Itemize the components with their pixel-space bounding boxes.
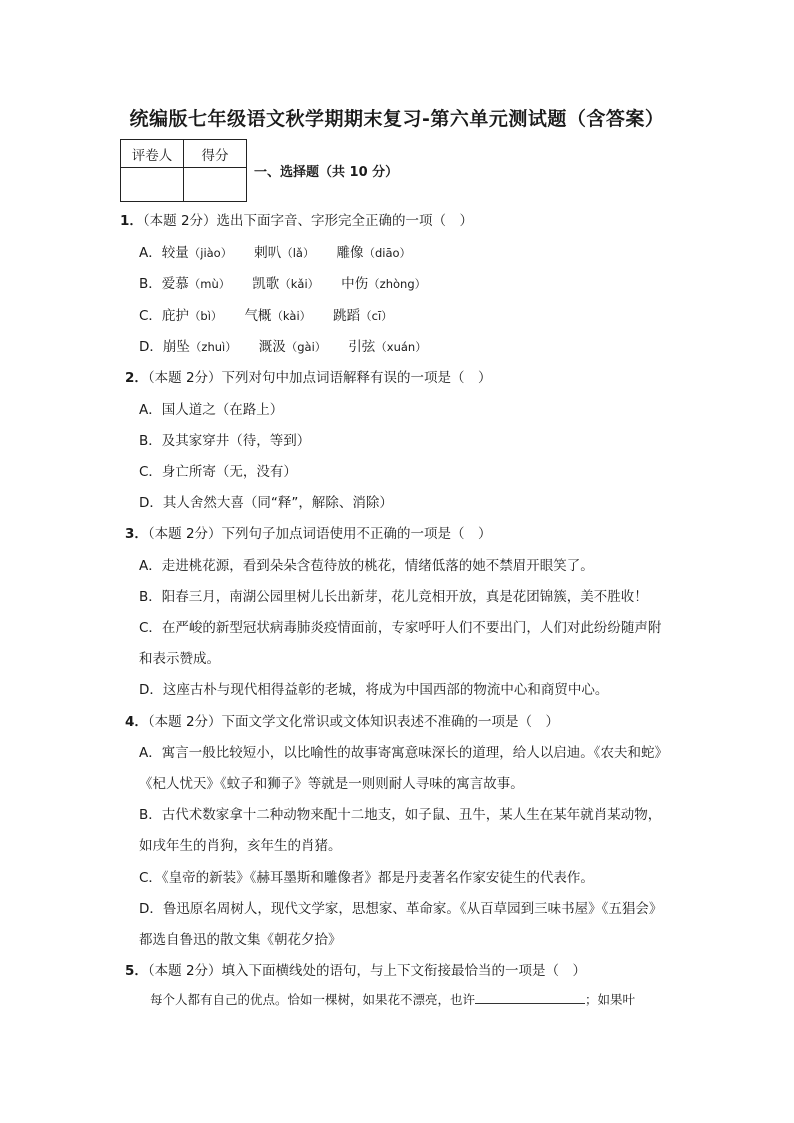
q2-option-a: A．国人道之（在路上） [139,402,284,418]
page-title: 统编版七年级语文秋学期期末复习-第六单元测试题（含答案） [129,108,665,130]
question-stem: （本题 2分）填入下面横线处的语句，与上下文衔接最恰当的一项是（ ） [147,963,587,979]
q3-option-c: C．在严峻的新型冠状病毒肺炎疫情面前，专家呼吁人们不要出门，人们对此纷纷随声附 [139,620,662,636]
q2-option-b: B．及其家穿井（待，等到） [139,433,311,449]
q3-option-a: A．走进桃花源，看到朵朵含苞待放的桃花，情绪低落的她不禁眉开眼笑了。 [139,558,594,574]
reviewer-cell [121,168,184,202]
question-number: 1． [120,213,143,229]
q2-option-d: D．其人舍然大喜（同“释”，解除、消除） [139,495,393,511]
q4-option-d-cont: 都选自鲁迅的散文集《朝花夕拾》 [139,932,342,948]
question-number: 2． [125,370,148,386]
question-number: 5． [125,963,148,979]
score-table [120,139,247,202]
question-3 [125,522,492,542]
q3-option-b: B．阳春三月，南湖公园里树儿长出新芽，花儿竞相开放，真是花团锦簇，美不胜收！ [139,589,648,605]
q2-option-c: C．身亡所寄（无，没有） [139,464,297,480]
q3-option-d: D．这座古朴与现代相得益彰的老城，将成为中国西部的物流中心和商贸中心。 [139,682,609,698]
question-number: 4． [125,714,148,730]
q1-option-d: D．崩坠（zhuì） 溉汲（gài） 引弦（xuán） [139,339,427,355]
q4-option-d: D．鲁迅原名周树人，现代文学家，思想家、革命家。《从百草园到三味书屋》《五猖会》 [139,901,663,917]
question-4 [125,710,559,730]
section-heading: 一、选择题（共 10 分） [254,165,399,180]
q4-option-a-cont: 《杞人忧天》《蚊子和狮子》等就是一则则耐人寻味的寓言故事。 [139,776,524,792]
question-number: 3． [125,526,148,542]
question-2 [125,366,492,386]
reviewer-header: 评卷人 [121,140,184,168]
question-stem: （本题 2分）选出下面字音、字形完全正确的一项（ ） [142,213,474,229]
q1-option-b: B．爱慕（mù） 凯歌（kǎi） 中伤（zhòng） [139,276,427,292]
answer-blank [475,991,585,1004]
q4-option-b-cont: 如戌年生的肖狗，亥年生的肖猪。 [139,838,342,854]
passage-text: 每个人都有自己的优点。恰如一棵树，如果花不漂亮，也许 ；如果叶 [150,992,636,1007]
question-stem: （本题 2分）下列句子加点词语使用不正确的一项是（ ） [147,526,492,542]
q4-option-b: B．古代术数家拿十二种动物来配十二地支，如子鼠、丑牛，某人生在某年就肖某动物， [139,807,662,823]
q3-option-c-cont: 和表示赞成。 [139,651,220,667]
q4-option-a: A．寓言一般比较短小，以比喻性的故事寄寓意味深长的道理，给人以启迪。《农夫和蛇》 [139,745,668,761]
question-stem: （本题 2分）下列对句中加点词语解释有误的一项是（ ） [147,370,492,386]
question-1 [120,209,473,229]
q1-option-a: A．较量（jiào） 剌叭（lǎ） 雕像（diāo） [139,245,412,261]
question-5 [125,959,586,979]
q4-option-c: C．《皇帝的新装》《赫耳墨斯和雕像者》都是丹麦著名作家安徒生的代表作。 [139,870,594,886]
score-header: 得分 [184,140,247,168]
question-stem: （本题 2分）下面文学文化常识或文体知识表述不准确的一项是（ ） [147,714,560,730]
score-cell [184,168,247,202]
q1-option-c: C．庇护（bì） 气概（kài） 跳蹈（cī） [139,308,393,324]
